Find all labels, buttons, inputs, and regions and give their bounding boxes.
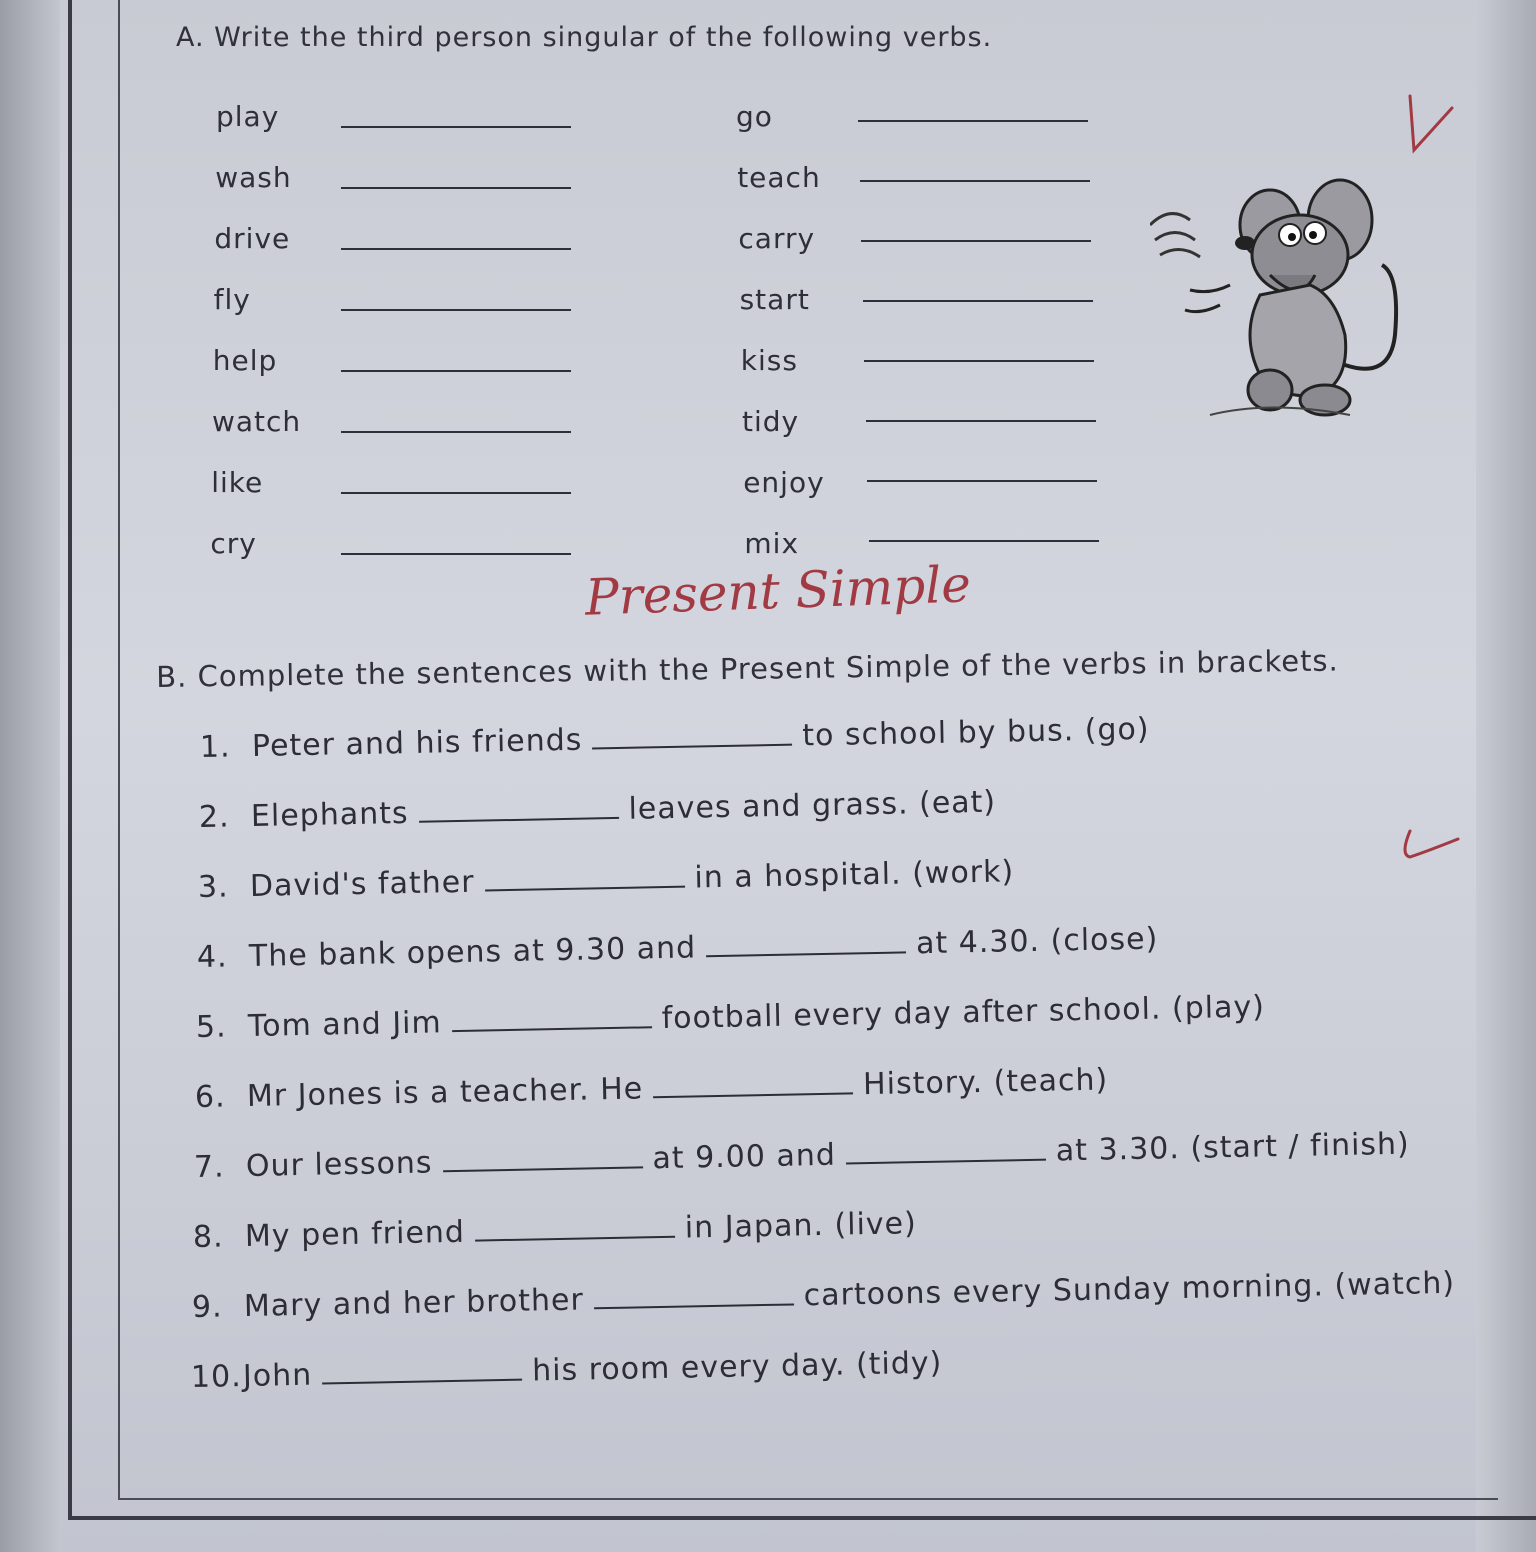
verb-label: start — [739, 283, 810, 316]
answer-blank[interactable] — [341, 431, 571, 433]
sentence-middle: History. (teach) — [862, 1062, 1109, 1103]
check-mark-icon — [1398, 825, 1468, 865]
sentence-number: 1. — [199, 729, 231, 765]
sentence-number: 2. — [198, 799, 230, 835]
verb-label: enjoy — [743, 466, 825, 499]
sentence-start: Peter and his friends — [251, 722, 583, 764]
section-a-title: A. Write the third person singular of the following verbs. — [176, 22, 993, 53]
answer-blank[interactable] — [869, 540, 1099, 542]
section-b-title: B. Complete the sentences with the Present Simple of the verbs in brackets. — [156, 643, 1339, 694]
sentence-number: 7. — [193, 1149, 225, 1185]
answer-blank[interactable] — [863, 300, 1093, 302]
verb-label: drive — [214, 222, 291, 255]
sentence-middle: his room every day. (tidy) — [531, 1345, 943, 1389]
answer-blank[interactable] — [341, 187, 571, 189]
sentence-number: 10. — [190, 1359, 243, 1395]
sentence-start: Mary and her brother — [243, 1282, 585, 1324]
verb-label: watch — [212, 405, 302, 438]
sentence-number: 8. — [192, 1219, 224, 1255]
sentence-end: at 3.30. (start / finish) — [1055, 1126, 1411, 1169]
sentence-middle: at 9.00 and — [652, 1137, 837, 1177]
answer-blank[interactable] — [866, 420, 1096, 422]
verb-label: wash — [215, 161, 292, 194]
answer-blank[interactable] — [341, 492, 571, 494]
sentence-start: Mr Jones is a teacher. He — [246, 1071, 644, 1114]
sentence-start: My pen friend — [244, 1214, 466, 1254]
answer-blank[interactable] — [592, 743, 792, 750]
answer-blank[interactable] — [322, 1378, 522, 1385]
sentence-start: Elephants — [250, 795, 409, 834]
answer-blank[interactable] — [341, 370, 571, 372]
verb-label: tidy — [742, 405, 800, 438]
sentence-middle: football every day after school. (play) — [661, 989, 1266, 1037]
answer-blank[interactable] — [443, 1165, 643, 1172]
answer-blank[interactable] — [653, 1091, 853, 1098]
answer-blank[interactable] — [341, 309, 571, 311]
answer-blank[interactable] — [341, 553, 571, 555]
sentence-start: The bank opens at 9.30 and — [248, 930, 697, 974]
answer-blank[interactable] — [475, 1235, 675, 1242]
sentence-number: 6. — [194, 1079, 226, 1115]
answer-blank[interactable] — [452, 1025, 652, 1032]
answer-blank[interactable] — [867, 480, 1097, 482]
paper-left-shadow — [0, 0, 60, 1552]
answer-blank[interactable] — [858, 120, 1088, 122]
sentence-middle: in a hospital. (work) — [694, 854, 1015, 896]
answer-blank[interactable] — [419, 816, 619, 823]
sentence-middle: cartoons every Sunday morning. (watch) — [803, 1265, 1456, 1314]
answer-blank[interactable] — [594, 1302, 794, 1309]
verb-label: fly — [213, 283, 251, 316]
frightened-mouse-illustration — [1150, 165, 1420, 435]
answer-blank[interactable] — [485, 885, 685, 892]
sentence-start: John — [242, 1357, 313, 1394]
answer-blank[interactable] — [861, 240, 1091, 242]
verb-label: teach — [737, 161, 821, 194]
verb-label: play — [216, 100, 280, 133]
sentence-number: 5. — [195, 1009, 227, 1045]
check-mark-icon — [1400, 88, 1460, 158]
sentence-number: 4. — [196, 939, 228, 975]
answer-blank[interactable] — [706, 950, 906, 957]
sentence-start: David's father — [249, 864, 475, 904]
sentence-middle: to school by bus. (go) — [801, 711, 1150, 754]
verb-label: help — [212, 344, 278, 377]
answer-blank[interactable] — [864, 360, 1094, 362]
handwritten-note: Present Simple — [584, 555, 972, 627]
sentence-middle: leaves and grass. (eat) — [628, 784, 997, 827]
verb-label: kiss — [740, 344, 798, 377]
verb-label: cry — [210, 527, 257, 560]
sentence-start: Our lessons — [245, 1145, 433, 1184]
answer-blank[interactable] — [860, 180, 1090, 182]
verb-label: mix — [744, 527, 800, 560]
answer-blank[interactable] — [341, 248, 571, 250]
sentence-start: Tom and Jim — [247, 1005, 443, 1044]
answer-blank[interactable] — [341, 126, 571, 128]
answer-blank[interactable] — [846, 1158, 1046, 1165]
sentence-number: 9. — [191, 1289, 223, 1325]
sentence-number: 3. — [197, 869, 229, 905]
sentence-middle: in Japan. (live) — [684, 1206, 918, 1246]
sentence-middle: at 4.30. (close) — [915, 921, 1159, 962]
verb-label: go — [736, 100, 773, 133]
verb-label: carry — [738, 222, 816, 255]
verb-label: like — [211, 466, 264, 499]
